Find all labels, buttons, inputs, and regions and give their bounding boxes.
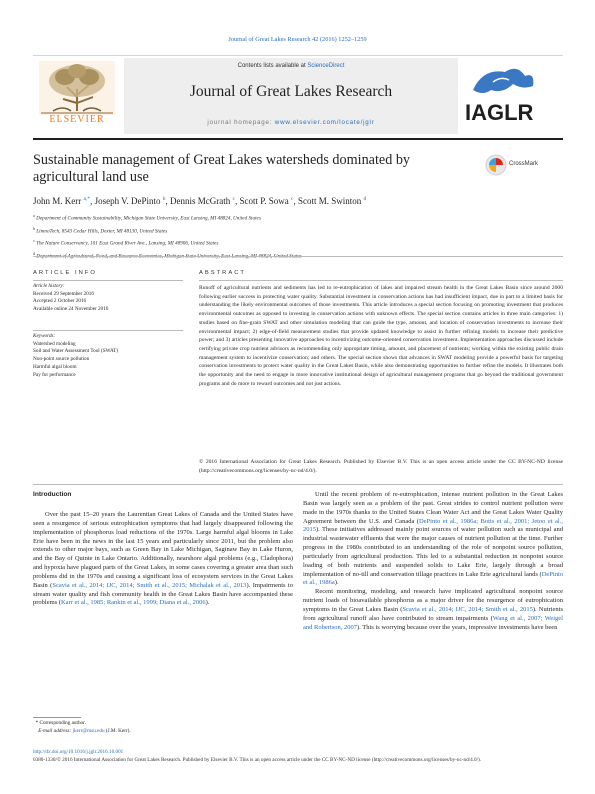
- history-item: Accepted 2 October 2016: [33, 298, 87, 304]
- keywords: [33, 333, 183, 379]
- article-info-heading: ARTICLE INFO: [33, 270, 97, 276]
- citation-link[interactable]: Scavia et al., 2014; IJC, 2014; Smith et al., 2015; Michalak et al., 2013: [52, 581, 247, 589]
- crossmark-label: CrossMark: [509, 161, 539, 167]
- author[interactable]: John M. Kerr $^{a,*}$: [33, 196, 91, 206]
- history-item: Available online 24 November 2016: [33, 305, 109, 312]
- keyword: Soil and Water Assessment Tool (SWAT): [33, 348, 119, 355]
- divider: [33, 484, 563, 485]
- affiliation: d: [33, 251, 35, 257]
- crossmark-badge[interactable]: [485, 154, 563, 176]
- article-title: Sustainable management of Great Lakes watersheds dominated by agricultural land use: [33, 152, 411, 185]
- author[interactable]: Dennis McGrath $^c$: [170, 196, 235, 206]
- journal-header: [33, 55, 563, 136]
- author-list: John M. Kerr $^{a,*}$, Joseph V. DePinto $^b$, Dennis McGrath $^c$, Scott P. Sowa $^c$, Scott M. Swinton $^d$: [33, 196, 367, 206]
- paragraph: Recent monitoring, modeling, and research have implicated agricultural nonpoint source nutrient loads of bioavailable phosphorus as a major driver for the resurgence of eutrophication symptoms in the Great Lakes Basin (Scavia et al., 2014; IJC, 2014; Smith et al., 2015). Nutrients from agricultural runoff also have contributed to stream impairments (Wang et al., 2007; Weigel and Robertson, 2007). This is worrying because over the years, impressive investments have been: [303, 588, 563, 631]
- citation-link[interactable]: Karr et al., 1985; Rankin et al., 1999; Diana et al., 2006: [60, 599, 206, 607]
- header-rule: [33, 138, 563, 140]
- author[interactable]: Joseph V. DePinto $^b$: [94, 196, 166, 206]
- issn-license: 0380-1330/© 2016 International Association for Great Lakes Research. Published by Elsevier B.V. This is an open access article under the CC BY-NC-ND license (http://creativecommons.org/licenses/by-nc-nd/4.0/).: [33, 757, 482, 763]
- keyword: Watershed modeling: [33, 340, 76, 347]
- author[interactable]: Scott M. Swinton $^d$: [297, 196, 367, 206]
- citation-link[interactable]: Wang et al., 2007; Weigel and Robertson, 2007: [303, 614, 563, 631]
- journal-citation[interactable]: Journal of Great Lakes Research 42 (2016) 1252–1259: [228, 36, 367, 43]
- iaglr-logo: [463, 60, 563, 134]
- iaglr-logo-text: IAGLR: [465, 100, 534, 125]
- article-history: [33, 283, 183, 313]
- keyword: Harmful algal bloom: [33, 363, 77, 370]
- body-column-left: [33, 511, 293, 608]
- affiliation: $^c$ The Nature Conservancy, 101 East Grand River Ave., Lansing, MI 48906, United States: [33, 238, 219, 248]
- sciencedirect-link[interactable]: ScienceDirect: [307, 63, 345, 69]
- keyword: Non-point source pollution: [33, 356, 90, 363]
- divider: [33, 280, 183, 281]
- contents-prefix: Contents lists available at: [237, 63, 308, 69]
- contents-line: [124, 63, 458, 69]
- abstract-heading: ABSTRACT: [199, 270, 246, 276]
- abstract-copyright: © 2016 International Association for Great Lakes Research. Published by Elsevier B.V. This is an open access article under the CC BY-NC-ND license (http://creativecommons.org/licenses/by-nc-nd/4.0/).: [199, 459, 563, 474]
- author[interactable]: Scott P. Sowa $^c$: [239, 196, 294, 206]
- citation-link[interactable]: Scavia et al., 2014; IJC, 2014; Smith et al., 2015: [402, 605, 533, 613]
- email-note: E-mail address: jkerr@msu.edu (J.M. Kerr).: [38, 727, 131, 734]
- section-heading: Introduction: [33, 491, 72, 498]
- journal-title: Journal of Great Lakes Research: [189, 83, 393, 100]
- crossmark-icon: [485, 154, 507, 176]
- homepage-link[interactable]: www.elsevier.com/locate/jglr: [274, 119, 375, 126]
- journal-banner: [124, 58, 458, 134]
- affiliation: $^a$ Department of Community Sustainability, Michigan State University, East Lansing, MI 48824, United States: [33, 213, 261, 222]
- footnote: [33, 720, 293, 735]
- keyword: Pay for performance: [33, 371, 76, 378]
- body-column-right: [303, 491, 563, 633]
- divider: [33, 330, 183, 331]
- paragraph: Until the recent problem of re-eutrophication, intense nutrient pollution in the Great Lakes Basin was largely seen as a problem of the past. Great strides to control nutrient pollution were made in the 1970s thanks to the United States Clean Water Act and the Great Lakes Water Quality Agreement between the U.S. and Canada (DePinto et al., 1986a; Botts et al., 2001; Jetoo et al., 2015). These initiatives addressed mainly point sources of water pollution such as municipal and industrial wastewater effluents that were the major causes of nutrient pollution at the time. Further progress in the 1980s contributed to an understanding of the role of nonpoint source pollution, particularly from agricultural production. This led to a substantial reduction in nonpoint source loading of both nutrients and suspended solids to Lake Erie, largely through a broad implementation of no-till and conservation tillage practices in Lake Erie agricultural lands (DePinto et al., 1986a).: [303, 491, 563, 587]
- homepage-line: [124, 119, 458, 126]
- email-link[interactable]: jkerr@msu.edu: [72, 727, 105, 734]
- abstract-text: Runoff of agricultural nutrients and sediments has led to re-eutrophication of lakes and impaired stream health in the Great Lakes Basin since around 2000 following earlier success in protecting water quality. Substantial investment in conservation actions has had insufficient impact, due in part to a limited basis for understanding the likely environmental outcomes of those investments. This article introduces a special section focusing on promoting investment that produces environmental outcomes as opposed to investing in conservation actions with unknown effects. The special section contains articles in three main categories: 1) studies based on fine-grain SWAT and other simulation modeling that can guide the type, amount, and location of conservation investments to increase their environmental impact; 2) edge-of-field measurement studies that provide updated knowledge to assist in further refining models to increase their predictive power; and 3) articles presenting innovative approaches to incentivizing outcome-oriented conservation investment. Implementation approaches discussed include certifying private crop nutrient advisors as recommending only appropriate timing, amount, and placement of nutrients; working within the existing public drain management system to incentivize conservation; and others. The special section shows that advances in SWAT modeling provide a powerful basis for targeting conservation investments to protect water quality in the Great Lakes Basin, while also demonstrating opportunities to further refine the models. It illustrates both the opportunity and the need to engage in more innovative institutional design of agricultural management programs that go beyond the traditional government programs and do more to reward outcomes and not just actions.: [199, 285, 563, 387]
- history-item: Received 29 September 2016: [33, 290, 94, 297]
- homepage-prefix: journal homepage:: [207, 119, 275, 126]
- keywords-label: Keywords:: [33, 333, 56, 339]
- divider: [33, 256, 563, 257]
- publisher-name: ELSEVIER: [49, 114, 105, 125]
- corresponding-author-note: * Corresponding author.: [33, 720, 86, 726]
- footnote-rule: [33, 717, 81, 718]
- affiliations: [33, 211, 563, 262]
- citation-link[interactable]: DePinto et al., 1986a: [303, 570, 563, 587]
- paragraph: Over the past 15–20 years the Laurentian Great Lakes of Canada and the United States have seen a resurgence of serious eutrophication symptoms that had largely disappeared following the implementation of phosphorus load reductions of the 1970s. Large harmful algal blooms in Lake Erie have been in the news in the last 15 years and particularly since 2011, but the problem also extends to other major bays, such as Green Bay in Lake Michigan, Saginaw Bay in Lake Huron, and the Bay of Quinte in Lake Ontario. Additionally, nearshore algal problems (e.g., Cladophora) and hypoxia have plagued parts of the Great Lakes, in some cases covering a greater area than such problems did in the 1970s and causing a significant loss of ecosystem services in the Great Lakes Basin (Scavia et al., 2014; IJC, 2014; Smith et al., 2015; Michalak et al., 2013). Impairments to stream water quality and fish community health in the Great Lakes Basin have accompanied these problems (Karr et al., 1985; Rankin et al., 1999; Diana et al., 2006).: [33, 511, 293, 607]
- doi-link[interactable]: http://dx.doi.org/10.1016/j.jglr.2016.10.001: [33, 749, 124, 755]
- affiliation: $^b$ LimnoTech, 8543 Cedar Hills, Dexter, MI 48130, United States: [33, 225, 168, 235]
- citation-link[interactable]: DePinto et al., 1986a; Botts et al., 2001; Jetoo et al., 2015: [303, 517, 563, 534]
- divider: [199, 280, 563, 281]
- history-label: Article history:: [33, 283, 65, 289]
